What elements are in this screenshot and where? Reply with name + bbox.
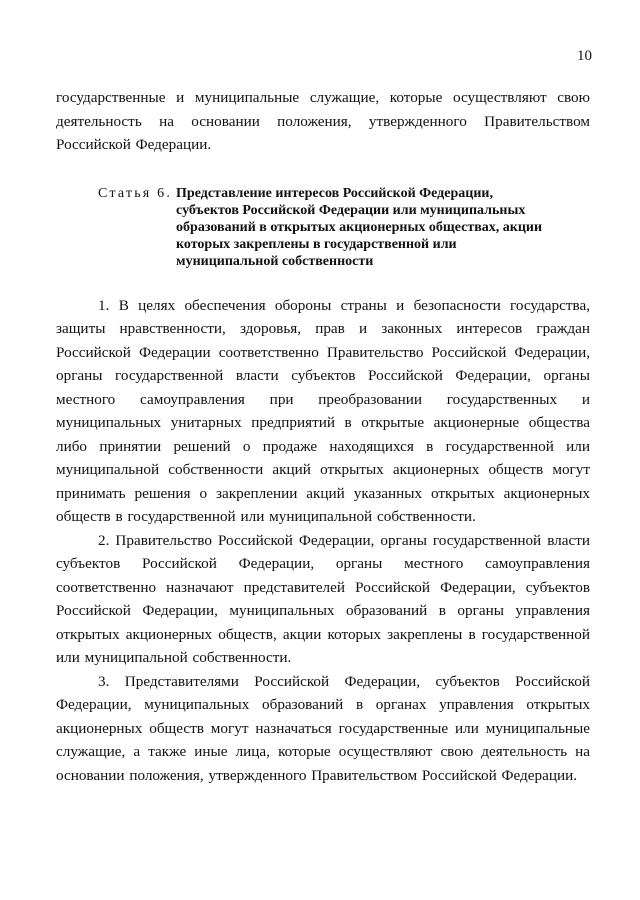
paragraph-2: 2. Правительство Российской Федерации, органы государственной власти субъектов Российской Федерации, органы местного самоуправления соответственно назначают представителей Российской Федерации, субъектов Российской Федерации, муниципальных образований в органы управления открытых акционерных обществ, акции которых закреплены в государственной или муниципальной собственности. [56,531,590,666]
paragraph-1: 1. В целях обеспечения обороны страны и безопасности государства, защиты нравственности, здоровья, прав и законных интересов граждан Российской Федерации соответственно Правительство Российской Федерации, органы государственной власти субъектов Российской Федерации, органы местного самоуправления при преобразовании государственных и муниципальных унитарных предприятий в открытые акционерные общества либо принятии решений о продаже находящихся в государственной или муниципальной собственности акций открытых акционерных обществ могут принимать решения о закреплении акций указанных открытых акционерных обществ в государственной или муниципальной собственности. [56,296,590,525]
document-body [56,86,590,787]
article-heading [98,185,590,270]
page-number: 10 [577,48,592,64]
article-title: Представление интересов Российской Федерации, субъектов Российской Федерации или муниципальных образований в открытых акционерных обществах, акции которых закреплены в государственной или муниципальной собственности [176,185,543,269]
intro-paragraph: государственные и муниципальные служащие, которые осуществляют свою деятельность на основании положения, утвержденного Правительством Российской Федерации. [56,89,590,153]
paragraph-3: 3. Представителями Российской Федерации, субъектов Российской Федерации, муниципальных образований в органах управления открытых акционерных обществ могут назначаться государственные или муниципальные служащие, а также иные лица, которые осуществляют свою деятельность на основании положения, утвержденного Правительством Российской Федерации. [56,672,590,784]
article-number: Статья 6. [98,185,173,201]
